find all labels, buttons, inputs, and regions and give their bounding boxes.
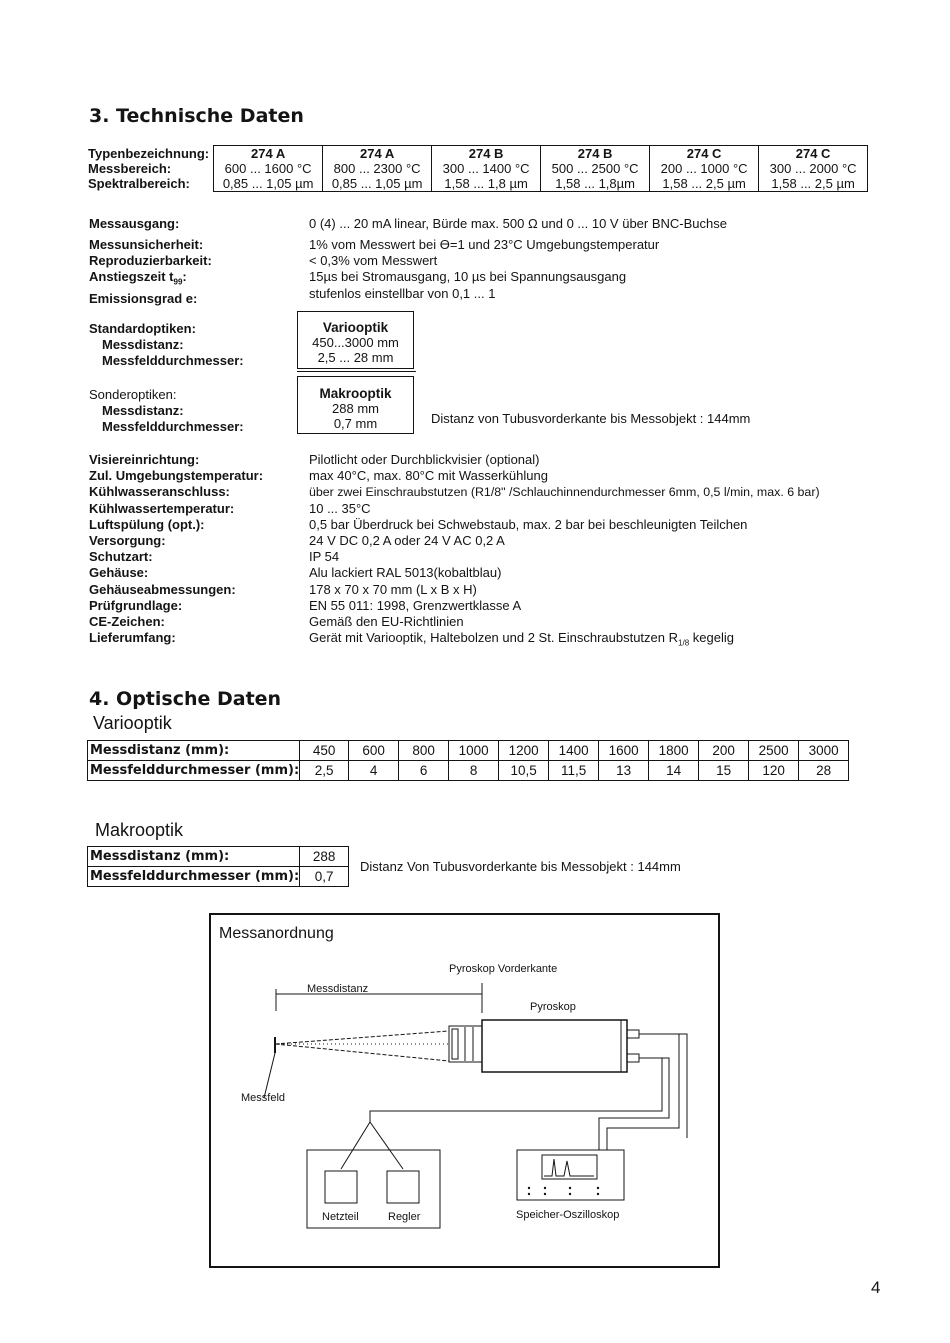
vario-distance-cell: 800 — [399, 741, 449, 761]
spec-value: 178 x 70 x 70 mm (L x B x H) — [309, 581, 477, 597]
range-cell: 300 ... 1400 °C — [432, 161, 541, 176]
spec-value: 24 V DC 0,2 A oder 24 V AC 0,2 A — [309, 533, 505, 549]
vario-diameter-cell: 6 — [399, 761, 449, 781]
makro-diameter-cell: 0,7 — [300, 867, 349, 887]
vario-distance-cell: 1400 — [549, 741, 599, 761]
vario-diameter-cell: 8 — [449, 761, 499, 781]
cable-to-power — [370, 1058, 662, 1122]
page-number: 4 — [871, 1278, 881, 1297]
spec-label: Kühlwasseranschluss: — [89, 484, 230, 500]
spec-value: Gerät mit Variooptik, Haltebolzen und 2 St. Einschraubstutzen $R_{1/8}$ kegelig — [309, 630, 734, 648]
vario-distance-cell: 2500 — [749, 741, 799, 761]
vario-distance-cell: 200 — [699, 741, 749, 761]
spectral-cell: 1,58 ... 2,5 µm — [759, 176, 868, 192]
spec-value: stufenlos einstellbar von 0,1 ... 1 — [309, 285, 496, 301]
block2-labels — [89, 452, 309, 646]
block2-values — [309, 452, 939, 652]
makrooptik-note: Distanz von Tubusvorderkante bis Messobjekt : 144mm — [431, 411, 751, 426]
vario-distance-cell: 1600 — [599, 741, 649, 761]
section-4-title: 4. Optische Daten — [89, 688, 282, 710]
vario-distance-cell: 450 — [300, 741, 349, 761]
model-cell: 274 A — [214, 146, 323, 162]
spec-value: EN 55 011: 1998, Grenzwertklasse A — [309, 597, 522, 613]
link-power — [341, 1122, 370, 1169]
makro-distance-cell: 288 — [300, 847, 349, 867]
spec-label: Gehäuseabmessungen: — [89, 581, 236, 597]
vario-distance-cell: 1800 — [649, 741, 699, 761]
section-3-title: 3. Technische Daten — [89, 105, 304, 127]
spectral-cell: 1,58 ... 1,8 µm — [432, 176, 541, 192]
standard-optics-labels — [89, 321, 244, 370]
label-power: Netzteil — [322, 1211, 359, 1223]
spec-label: Messunsicherheit: — [89, 237, 204, 252]
vario-distance-cell: 600 — [349, 741, 399, 761]
makrooptik-box-title: Makrooptik — [319, 386, 392, 401]
row-label-spectral: Spektralbereich: — [88, 176, 214, 192]
spec-value: Gemäß den EU-Richtlinien — [309, 614, 464, 630]
vario-diameter-label: Messfelddurchmesser (mm): — [88, 761, 300, 781]
vario-diameter-cell: 2,5 — [300, 761, 349, 781]
vario-diameter-cell: 120 — [749, 761, 799, 781]
field-diameter-label: Messfelddurchmesser: — [102, 353, 244, 369]
standard-optics-label: Standardoptiken: — [89, 321, 196, 336]
spectral-cell: 0,85 ... 1,05 µm — [323, 176, 432, 192]
vario-diameter-cell: 10,5 — [499, 761, 549, 781]
spec-value: 0,5 bar Überdruck bei Schwebstaub, max. 2 bar bei beschleunigten Teilchen — [309, 516, 748, 532]
variooptik-box — [297, 311, 414, 369]
spec-label: Prüfgrundlage: — [89, 597, 183, 613]
variooptik-box-distance: 450...3000 mm — [312, 335, 399, 350]
special-optics-label: Sonderoptiken: — [89, 387, 177, 402]
model-cell: 274 B — [541, 146, 650, 162]
variooptik-box-diameter: 2,5 ... 28 mm — [317, 350, 394, 365]
cable-outer — [607, 1034, 679, 1150]
spec-label: Versorgung: — [89, 533, 166, 549]
pyroscope-body — [482, 1020, 627, 1072]
range-cell: 300 ... 2000 °C — [759, 161, 868, 176]
spec-value: über zwei Einschraubstutzen (R1/8" /Schlauchinnendurchmesser 6mm, 0,5 l/min, max. 6 bar) — [309, 485, 820, 500]
spec-value: max 40°C, max. 80°C mit Wasserkühlung — [309, 468, 548, 484]
makrooptik-box — [297, 376, 414, 434]
makro-distance-label: Messdistanz (mm): — [88, 847, 300, 867]
makro-note: Distanz Von Tubusvorderkante bis Messobjekt : 144mm — [360, 859, 681, 874]
distance-label: Messdistanz: — [102, 337, 184, 353]
spec-value: 15µs bei Stromausgang, 10 µs bei Spannungsausgang — [309, 269, 627, 285]
spec-label: CE-Zeichen: — [89, 614, 165, 630]
beam-lower — [275, 1044, 449, 1061]
makrooptik-box-diameter: 0,7 mm — [333, 416, 378, 431]
block1-values — [309, 237, 929, 302]
spec-label: Visiereinrichtung: — [89, 452, 200, 467]
range-cell: 600 ... 1600 °C — [214, 161, 323, 176]
vario-diameter-cell: 13 — [599, 761, 649, 781]
variooptik-table — [87, 740, 849, 781]
lens-element — [452, 1029, 458, 1059]
field-diameter-label: Messfelddurchmesser: — [102, 419, 244, 435]
spectral-cell: 1,58 ... 2,5 µm — [650, 176, 759, 192]
label-front-edge: Pyroskop Vorderkante — [449, 963, 558, 975]
block1-labels — [89, 237, 309, 307]
vario-distance-label: Messdistanz (mm): — [88, 741, 300, 761]
variooptik-box-title: Variooptik — [322, 320, 389, 335]
distance-label: Messdistanz: — [102, 403, 184, 419]
spec-label: Anstiegszeit $t_{99}$: — [89, 269, 187, 287]
beam-upper — [275, 1031, 449, 1044]
row-label-range: Messbereich: — [88, 161, 214, 176]
spec-label: Luftspülung (opt.): — [89, 516, 205, 532]
spec-label: Reproduzierbarkeit: — [89, 253, 212, 269]
power-module — [325, 1171, 357, 1203]
makrooptik-table — [87, 846, 349, 887]
special-optics-labels — [89, 387, 244, 436]
connector — [627, 1030, 639, 1038]
label-scope: Speicher-Oszilloskop — [516, 1209, 620, 1221]
spec-label: Emissionsgrad e: — [89, 291, 198, 307]
range-cell: 800 ... 2300 °C — [323, 161, 432, 176]
row-label-type: Typenbezeichnung: — [88, 146, 214, 162]
model-cell: 274 B — [432, 146, 541, 162]
makrooptik-heading: Makrooptik — [95, 820, 184, 840]
oscilloscope-trace — [544, 1159, 594, 1176]
vario-diameter-cell: 4 — [349, 761, 399, 781]
spectral-cell: 1,58 ... 1,8µm — [541, 176, 650, 192]
messausgang-label: Messausgang: — [89, 216, 180, 231]
spec-value: IP 54 — [309, 549, 340, 565]
variooptik-heading: Variooptik — [93, 713, 172, 733]
makro-diameter-label: Messfelddurchmesser (mm): — [88, 867, 300, 887]
vario-diameter-cell: 28 — [799, 761, 849, 781]
connector — [627, 1054, 639, 1062]
makrooptik-box-distance: 288 mm — [332, 401, 379, 416]
spec-label: Zul. Umgebungstemperatur: — [89, 468, 264, 484]
spec-value: 10 ... 35°C — [309, 500, 371, 516]
messausgang-value: 0 (4) ... 20 mA linear, Bürde max. 500 Ω und 0 ... 10 V über BNC-Buchse — [309, 216, 727, 231]
label-field: Messfeld — [241, 1092, 286, 1104]
spec-value: Pilotlicht oder Durchblickvisier (optional) — [309, 452, 540, 467]
spec-value: 1% vom Messwert bei ϴ=1 und 23°C Umgebungstemperatur — [309, 237, 660, 252]
label-pyroskop: Pyroskop — [530, 1001, 576, 1013]
spec-label: Schutzart: — [89, 549, 153, 565]
spec-value: < 0,3% vom Messwert — [309, 253, 438, 269]
diagram-title: Messanordnung — [219, 925, 334, 942]
label-distance: Messdistanz — [307, 983, 369, 995]
vario-distance-cell: 1000 — [449, 741, 499, 761]
vario-diameter-cell: 15 — [699, 761, 749, 781]
spec-label: Lieferumfang: — [89, 630, 176, 646]
vario-distance-cell: 1200 — [499, 741, 549, 761]
oscilloscope — [517, 1150, 624, 1200]
link-regulator — [370, 1122, 403, 1169]
vario-diameter-cell: 11,5 — [549, 761, 599, 781]
range-cell: 500 ... 2500 °C — [541, 161, 650, 176]
spectral-cell: 0,85 ... 1,05 µm — [214, 176, 323, 192]
spec-label: Kühlwassertemperatur: — [89, 500, 235, 516]
range-cell: 200 ... 1000 °C — [650, 161, 759, 176]
vario-diameter-cell: 14 — [649, 761, 699, 781]
regulator-module — [387, 1171, 419, 1203]
divider — [297, 371, 416, 372]
model-cell: 274 A — [323, 146, 432, 162]
spec-value: Alu lackiert RAL 5013(kobaltblau) — [309, 565, 502, 581]
spec-table — [88, 145, 868, 192]
spec-label: Gehäuse: — [89, 565, 149, 581]
vario-distance-cell: 3000 — [799, 741, 849, 761]
label-controller: Regler — [388, 1211, 421, 1223]
model-cell: 274 C — [650, 146, 759, 162]
model-cell: 274 C — [759, 146, 868, 162]
